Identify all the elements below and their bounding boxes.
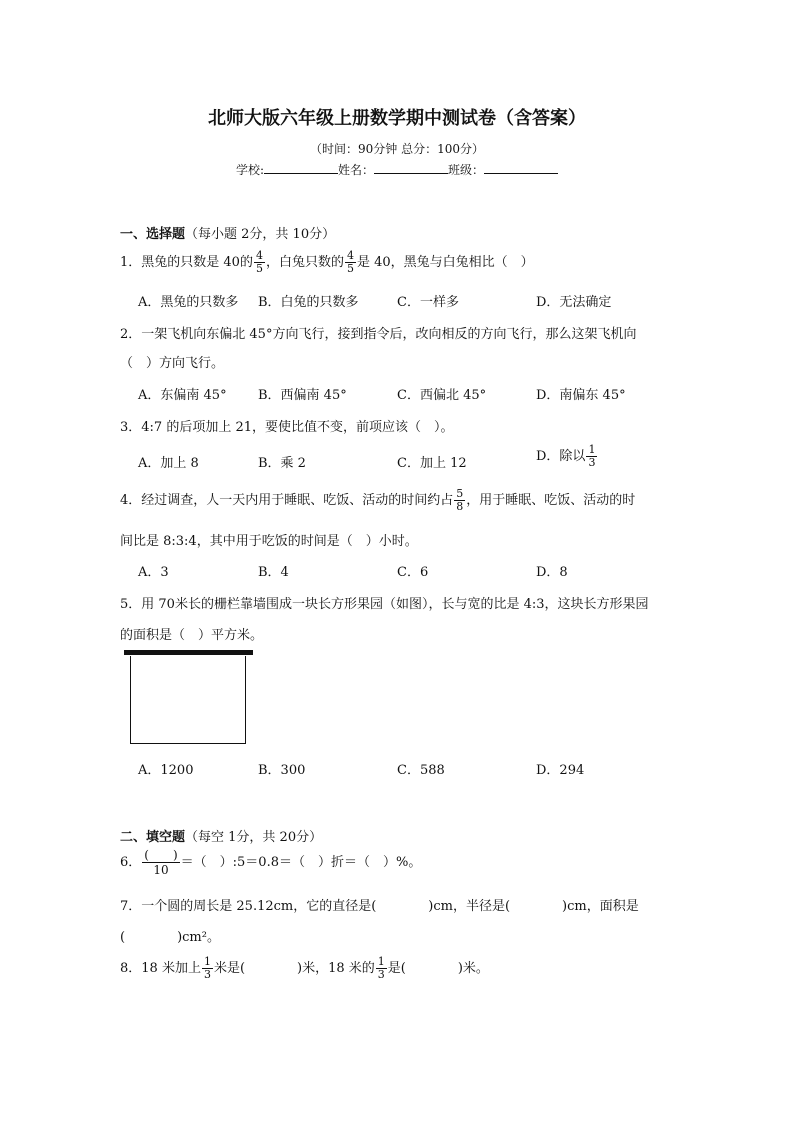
q8-text-b: 米是( )米，18 米的 <box>213 961 375 976</box>
name-blank[interactable] <box>374 160 448 174</box>
page-title: 北师大版六年级上册数学期中测试卷（含答案） <box>208 108 586 129</box>
q3-option-d-fraction <box>586 444 597 469</box>
q5-option-b[interactable]: B．300 <box>258 763 306 778</box>
section-2-heading <box>120 826 322 845</box>
q8-frac1-num: 1 <box>203 955 211 968</box>
q4-option-a[interactable]: A．3 <box>138 565 169 580</box>
q1-frac1-num: 4 <box>255 249 263 262</box>
q4-fraction <box>454 488 465 513</box>
q4-text-a: 4．经过调查，人一天内用于睡眠、吃饭、活动的时间约占 <box>120 493 454 508</box>
q4-frac-num: 5 <box>456 487 464 500</box>
q3-option-d-text: D．除以 <box>536 449 586 464</box>
q4-frac-den: 8 <box>456 500 464 513</box>
q6-rest: ＝（ ）:5＝0.8＝（ ）折＝（ ）%。 <box>180 855 422 870</box>
class-label: 班级： <box>448 163 485 177</box>
question-1 <box>120 250 534 275</box>
q3-option-a[interactable]: A．加上 8 <box>138 456 199 471</box>
q6-prefix: 6． <box>120 855 142 870</box>
q1-frac2-num: 4 <box>346 249 354 262</box>
question-4-line-1 <box>120 488 635 513</box>
school-blank[interactable] <box>264 160 338 174</box>
q8-fraction-1 <box>202 956 213 981</box>
question-7-line-1: 7．一个圆的周长是 25.12cm，它的直径是( )cm，半径是( )cm，面积是 <box>120 899 639 914</box>
section-2-note: （每空 1分，共 20分） <box>185 830 323 845</box>
school-label: 学校: <box>235 163 264 177</box>
question-4-line-2: 间比是 8:3:4，其中用于吃饭的时间是（ ）小时。 <box>120 534 418 549</box>
q8-frac2-den: 3 <box>377 968 385 981</box>
wall-line <box>124 650 253 655</box>
q5-option-a[interactable]: A．1200 <box>138 763 194 778</box>
question-8 <box>120 956 489 981</box>
question-2-line-1: 2．一架飞机向东偏北 45°方向飞行，接到指令后，改向相反的方向飞行，那么这架飞机向 <box>120 327 637 342</box>
question-5-line-1: 5．用 70米长的栅栏靠墙围成一块长方形果园（如图），长与宽的比是 4:3，这块长方形果园 <box>120 597 649 612</box>
section-1-note: （每小题 2分，共 10分） <box>185 227 336 242</box>
q6-frac-num[interactable]: ( ) <box>144 848 178 862</box>
q5-option-d[interactable]: D．294 <box>536 763 585 778</box>
q8-text-c: 是( )米。 <box>387 961 489 976</box>
q1-option-d[interactable]: D．无法确定 <box>536 295 612 310</box>
q1-frac1-den: 5 <box>255 262 263 275</box>
q8-text-a: 8．18 米加上 <box>120 961 201 976</box>
student-info-line <box>0 160 794 178</box>
q4-text-b: ，用于睡眠、吃饭、活动的时 <box>466 493 636 508</box>
q2-option-a[interactable]: A．东偏南 45° <box>138 388 227 403</box>
q1-option-c[interactable]: C．一样多 <box>397 295 459 310</box>
q1-text-c: 是 40，黑兔与白兔相比（ ） <box>356 255 534 270</box>
q1-text-b: ，白兔只数的 <box>265 255 344 270</box>
question-7-line-2: ( )cm²。 <box>120 930 220 945</box>
q1-frac2-den: 5 <box>346 262 354 275</box>
question-3: 3．4:7 的后项加上 21，要使比值不变，前项应该（ ）。 <box>120 420 454 435</box>
q2-option-d[interactable]: D．南偏东 45° <box>536 388 626 403</box>
q8-fraction-2 <box>376 956 387 981</box>
question-2-line-2: （ ）方向飞行。 <box>120 356 225 371</box>
q1-fraction-1 <box>254 250 265 275</box>
name-label: 姓名： <box>338 163 375 177</box>
q8-frac1-den: 3 <box>203 968 211 981</box>
orchard-fence-rectangle <box>130 656 246 744</box>
question-5-line-2: 的面积是（ ）平方米。 <box>120 628 264 643</box>
q1-text-a: 1．黑兔的只数是 40的 <box>120 255 253 270</box>
section-1-title: 一、选择题 <box>120 227 186 242</box>
q1-fraction-2 <box>345 250 356 275</box>
question-6 <box>120 848 421 877</box>
q6-fraction <box>142 848 179 877</box>
q8-frac2-num: 1 <box>377 955 385 968</box>
q4-option-b[interactable]: B．4 <box>258 565 289 580</box>
exam-time-info: （时间：90分钟 总分：100分） <box>310 142 484 156</box>
q1-option-a[interactable]: A．黑兔的只数多 <box>138 295 239 310</box>
q4-option-d[interactable]: D．8 <box>536 565 568 580</box>
class-blank[interactable] <box>484 160 558 174</box>
q5-option-c[interactable]: C．588 <box>397 763 445 778</box>
q2-option-c[interactable]: C．西偏北 45° <box>397 388 487 403</box>
q3-optd-num: 1 <box>588 443 596 456</box>
q4-option-c[interactable]: C．6 <box>397 565 429 580</box>
q2-option-b[interactable]: B．西偏南 45° <box>258 388 347 403</box>
q1-option-b[interactable]: B．白兔的只数多 <box>258 295 359 310</box>
q3-option-d[interactable] <box>536 444 598 469</box>
q3-option-b[interactable]: B．乘 2 <box>258 456 306 471</box>
q3-optd-den: 3 <box>588 456 596 469</box>
q3-option-c[interactable]: C．加上 12 <box>397 456 467 471</box>
section-1-heading <box>120 223 335 242</box>
section-2-title: 二、填空题 <box>120 830 186 845</box>
q6-frac-den: 10 <box>153 863 169 877</box>
